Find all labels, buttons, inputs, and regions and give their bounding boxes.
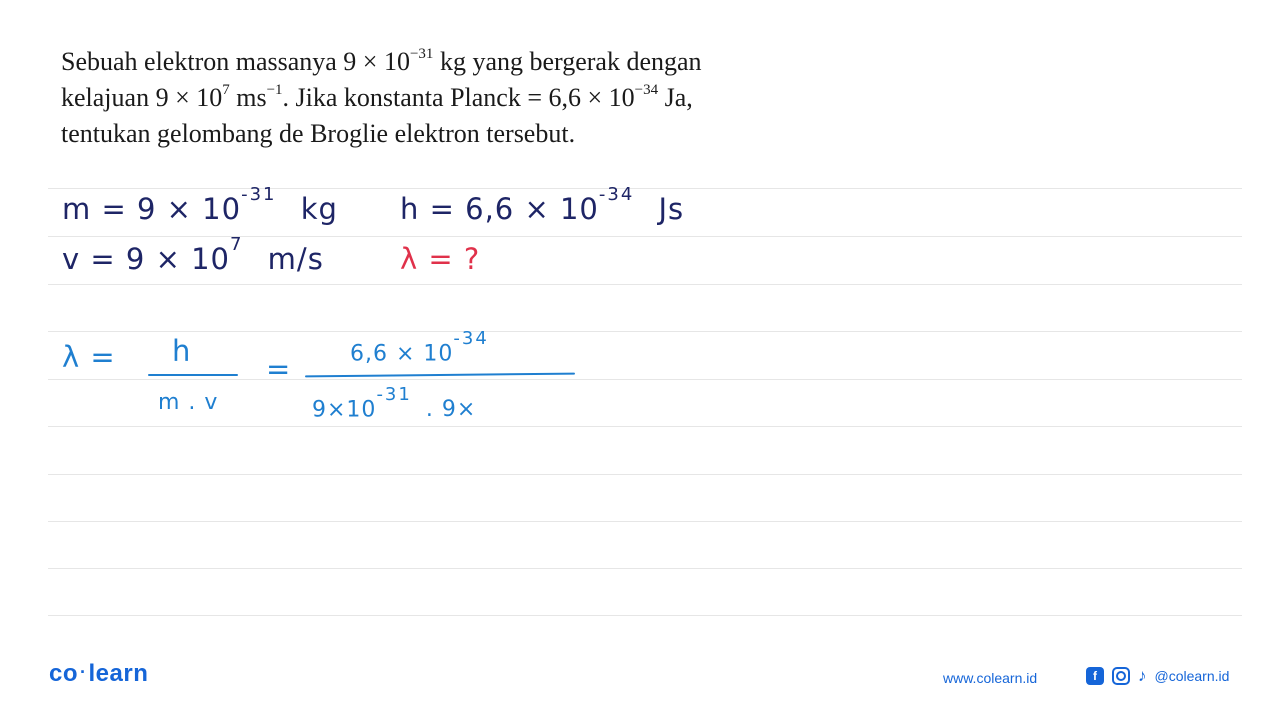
colearn-logo: co ·learn (49, 660, 149, 687)
ruled-line (48, 521, 1242, 522)
fraction2-denominator: $9\times 10^{-31}$ . 9× (312, 384, 477, 423)
fraction2-bar (305, 373, 575, 378)
fraction1-denominator: m . v (158, 390, 219, 415)
social-links (1086, 666, 1229, 686)
ruled-line (48, 615, 1242, 616)
website-link[interactable]: www.colearn.id (943, 670, 1038, 686)
ruled-line (48, 236, 1242, 237)
problem-line-1: Sebuah elektron massanya $9 \times 10^{-31}$ kg yang bergerak dengan (61, 46, 702, 76)
fraction1-numerator: h (172, 334, 192, 368)
problem-line-3: tentukan gelombang de Broglie elektron tersebut. (61, 119, 576, 148)
lambda-equals: λ = (62, 340, 116, 374)
problem-line-2: kelajuan $9 \times 10^7$ $ms^{-1}$. Jika konstanta Planck = $6,6 \times 10^{-34}$ Ja, (61, 82, 693, 112)
given-mass: $m = 9 \times 10^{-31}$ kg (62, 184, 338, 226)
equals-sign: = (266, 352, 292, 386)
ruled-line (48, 426, 1242, 427)
ruled-line (48, 379, 1242, 380)
tiktok-icon[interactable]: ♪ (1138, 666, 1147, 685)
ruled-line (48, 331, 1242, 332)
unknown-lambda: λ = ? (400, 242, 481, 276)
facebook-icon[interactable]: f (1086, 667, 1104, 685)
ruled-line (48, 188, 1242, 189)
ruled-line (48, 474, 1242, 475)
fraction2-numerator: $6,6 \times 10^{-34}$ (350, 328, 489, 367)
instagram-icon[interactable] (1112, 667, 1130, 685)
fraction1-bar (148, 374, 238, 376)
ruled-line (48, 284, 1242, 285)
ruled-line (48, 568, 1242, 569)
given-velocity: $v = 9 \times 10^7$ m/s (62, 234, 324, 276)
social-handle: @colearn.id (1154, 668, 1230, 684)
problem-statement (61, 44, 781, 152)
given-planck: $h = 6,6 \times 10^{-34}$ Js (400, 184, 685, 226)
